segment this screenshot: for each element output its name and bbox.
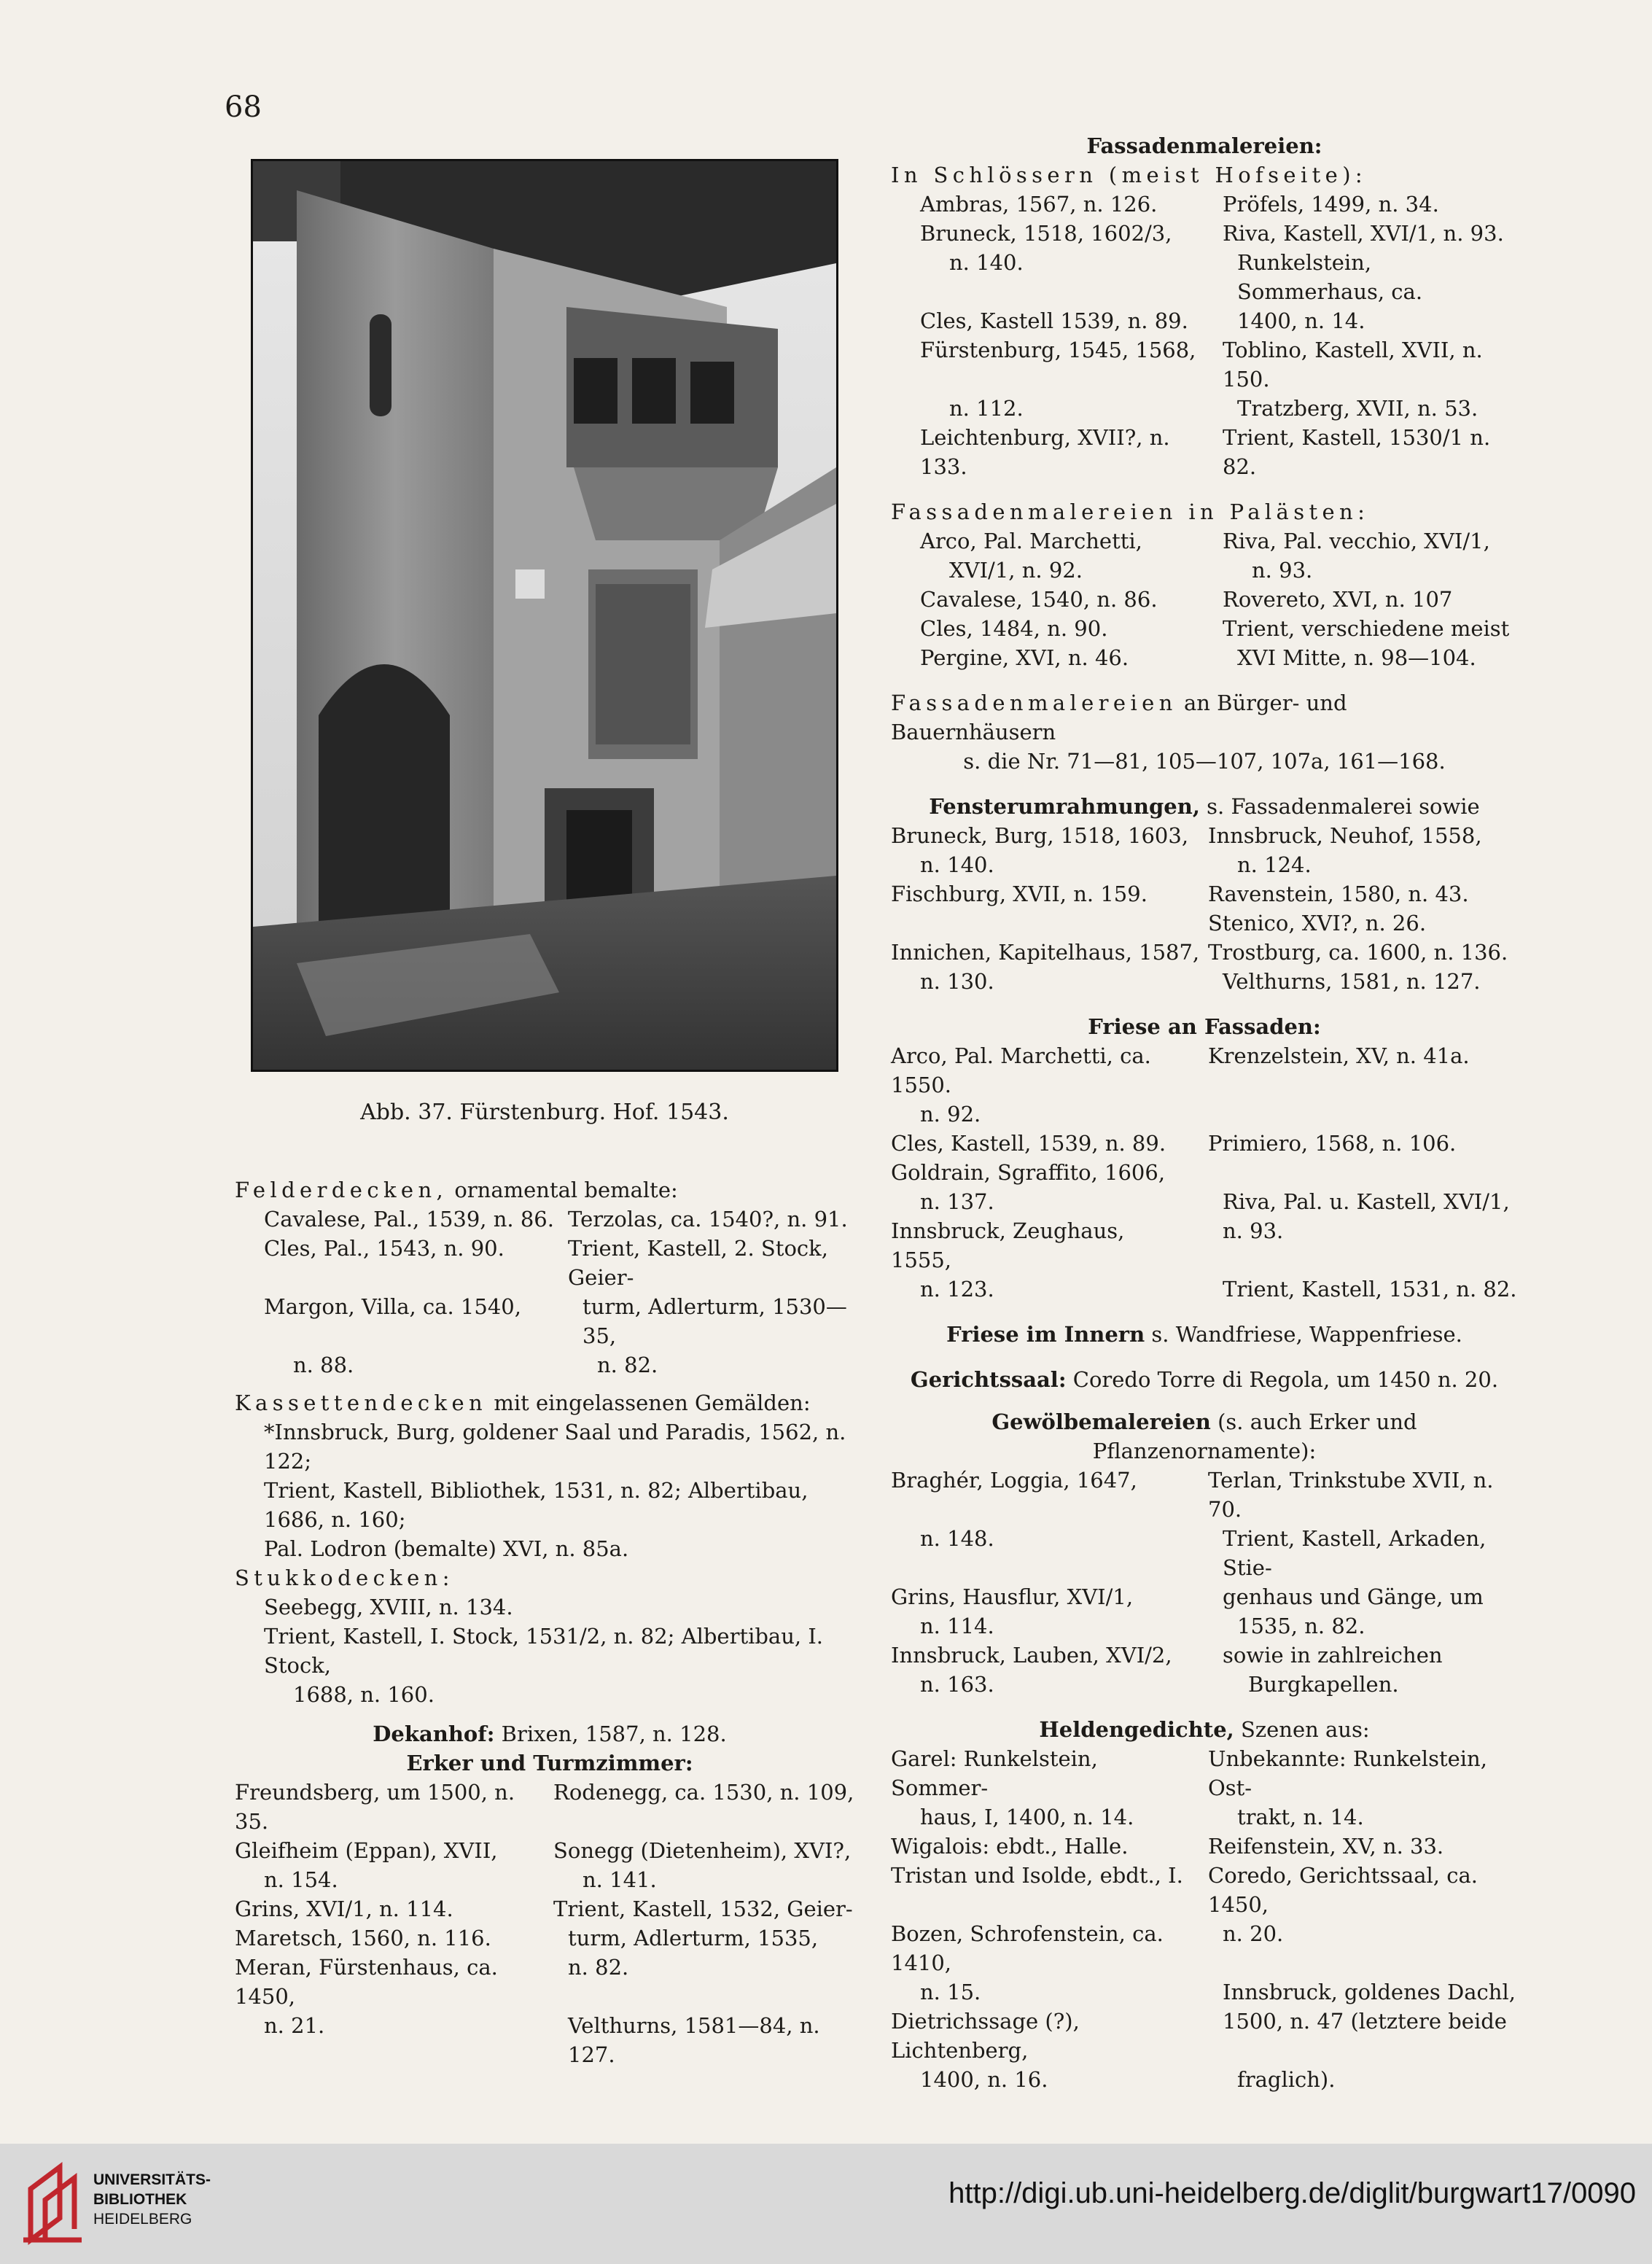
- entry-row: n. 140. n. 124.: [920, 852, 1312, 877]
- entry-row: 1400, n. 16. fraglich).: [920, 2067, 1336, 2092]
- entry-row: Grins, Hausflur, XVI/1, genhaus und Gänge, um: [891, 1584, 1484, 1609]
- entry-row: Bruneck, Burg, 1518, 1603, Innsbruck, Neuhof, 1558,: [891, 823, 1482, 848]
- entry-row: n. 114. 1535, n. 82.: [920, 1614, 1365, 1638]
- erker-heading: Erker und Turmzimmer:: [406, 1751, 693, 1775]
- entry-row: Bruneck, 1518, 1602/3, Riva, Kastell, XVI/1, n. 93.: [920, 221, 1504, 246]
- fenster-list: [891, 821, 1518, 996]
- entry-row: Cavalese, 1540, n. 86. Rovereto, XVI, n. 107: [920, 587, 1453, 612]
- entry-row: n. 130. Velthurns, 1581, n. 127.: [920, 969, 1481, 994]
- entry-row: n. 92.: [920, 1102, 981, 1127]
- entry-row: Cles, Kastell, 1539, n. 89. Primiero, 1568, n. 106.: [891, 1131, 1457, 1156]
- entry-row: Braghér, Loggia, 1647, Terlan, Trinkstube XVII, n. 70.: [891, 1468, 1494, 1522]
- entry-row: Arco, Pal. Marchetti, ca. 1550. Krenzelstein, XV, n. 41a.: [891, 1043, 1470, 1097]
- entry-row: Ambras, 1567, n. 126. Pröfels, 1499, n. 34.: [920, 192, 1439, 217]
- entry-row: Goldrain, Sgraffito, 1606,: [891, 1160, 1166, 1185]
- left-column: [235, 1167, 865, 2069]
- entry-row: Cles, Pal., 1543, n. 90. Trient, Kastell, 2. Stock, Geier-: [264, 1236, 828, 1290]
- stukkodecken-heading: Stukkodecken:: [235, 1565, 454, 1590]
- entry-row: Fürstenburg, 1545, 1568, Toblino, Kastell, XVII, n. 150.: [920, 338, 1483, 392]
- buergerhaeuser-refs: s. die Nr. 71—81, 105—107, 107a, 161—168.: [963, 749, 1446, 774]
- source-url-link[interactable]: http://digi.ub.uni-heidelberg.de/diglit/burgwart17/0090: [948, 2177, 1636, 2209]
- entry-row: Meran, Fürstenhaus, ca. 1450, n. 82.: [235, 1955, 629, 2009]
- entry-row: Margon, Villa, ca. 1540, turm, Adlerturm, 1530—35,: [264, 1294, 847, 1348]
- library-name: UNIVERSITÄTS- BIBLIOTHEK HEIDELBERG: [93, 2171, 211, 2228]
- entry-row: Fischburg, XVII, n. 159. Ravenstein, 1580, n. 43.: [891, 882, 1469, 906]
- kassettendecken-list: [235, 1417, 865, 1563]
- entry-line: Seebegg, XVIII, n. 134.: [264, 1595, 513, 1619]
- schloessern-heading: In Schlössern (meist Hofseite):: [891, 163, 1368, 187]
- courtyard-photograph: [251, 159, 838, 1072]
- entry-row: Cles, 1484, n. 90. Trient, verschiedene meist: [920, 616, 1510, 641]
- entry-line: 1688, n. 160.: [293, 1682, 435, 1707]
- entry-row: Stenico, XVI?, n. 26.: [1208, 911, 1427, 935]
- kassettendecken-heading: Kassettendecken mit eingelassenen Gemälden:: [235, 1390, 811, 1415]
- felderdecken-heading: Felderdecken, ornamental bemalte:: [235, 1178, 678, 1202]
- entry-row: Pergine, XVI, n. 46. XVI Mitte, n. 98—104.: [920, 645, 1476, 670]
- fassadenmalereien-heading: Fassadenmalereien:: [1086, 133, 1322, 158]
- schloessern-list: [891, 190, 1518, 481]
- entry-row: Gleifheim (Eppan), XVII, Sonegg (Dietenheim), XVI?,: [235, 1838, 852, 1863]
- friese-list: [891, 1041, 1518, 1304]
- entry-row: n. 137. Riva, Pal. u. Kastell, XVI/1,: [920, 1189, 1510, 1214]
- entry-row: Cles, Kastell 1539, n. 89. 1400, n. 14.: [920, 308, 1365, 333]
- entry-row: n. 88. n. 82.: [293, 1353, 658, 1377]
- entry-row: n. 148. Trient, Kastell, Arkaden, Stie-: [920, 1526, 1487, 1580]
- helden-list: [891, 1744, 1518, 2094]
- right-column: [891, 131, 1518, 2094]
- gewoelbe-list: [891, 1466, 1518, 1699]
- entry-row: n. 154. n. 141.: [264, 1867, 657, 1892]
- page-number: 68: [225, 90, 262, 124]
- library-footer: [0, 2144, 1652, 2264]
- dekanhof-line: Dekanhof: Brixen, 1587, n. 128.: [373, 1722, 727, 1746]
- entry-row: Tristan und Isolde, ebdt., I. Coredo, Gerichtssaal, ca. 1450,: [891, 1863, 1478, 1917]
- entry-row: Cavalese, Pal., 1539, n. 86. Terzolas, ca. 1540?, n. 91.: [264, 1207, 848, 1232]
- figure-caption: Abb. 37. Fürstenburg. Hof. 1543.: [360, 1100, 729, 1125]
- entry-row: haus, I, 1400, n. 14. trakt, n. 14.: [920, 1805, 1364, 1829]
- entry-line: *Innsbruck, Burg, goldener Saal und Paradis, 1562, n. 122;: [264, 1420, 846, 1474]
- photo-illustration: [253, 161, 836, 1070]
- entry-row: Wigalois: ebdt., Halle. Reifenstein, XV, n. 33.: [891, 1834, 1444, 1859]
- entry-row: Dietrichssage (?), Lichtenberg, 1500, n. 47 (letztere beide: [891, 2009, 1507, 2063]
- buergerhaeuser-heading: Fassadenmalereien an Bürger- und Bauernhäusern: [891, 691, 1347, 744]
- friese-innern-line: Friese im Innern s. Wandfriese, Wappenfriese.: [946, 1322, 1462, 1347]
- entry-row: Innichen, Kapitelhaus, 1587, Trostburg, ca. 1600, n. 136.: [891, 940, 1508, 965]
- entry-row: n. 140. Runkelstein, Sommerhaus, ca.: [949, 250, 1423, 304]
- entry-row: n. 112. Tratzberg, XVII, n. 53.: [949, 396, 1478, 421]
- palaesten-heading: Fassadenmalereien in Palästen:: [891, 499, 1370, 524]
- entry-row: n. 163. Burgkapellen.: [920, 1672, 1399, 1697]
- entry-row: XVI/1, n. 92. n. 93.: [949, 558, 1313, 583]
- entry-row: Maretsch, 1560, n. 116. turm, Adlerturm, 1535,: [235, 1926, 819, 1950]
- heldengedichte-heading: Heldengedichte, Szenen aus:: [1039, 1717, 1370, 1742]
- palaesten-list: [891, 526, 1518, 672]
- entry-row: Bozen, Schrofenstein, ca. 1410, n. 20.: [891, 1921, 1284, 1975]
- stukkodecken-list: [235, 1592, 865, 1709]
- library-logo-icon: [16, 2160, 89, 2247]
- gerichtssaal-line: Gerichtssaal: Coredo Torre di Regola, um 1450 n. 20.: [910, 1367, 1499, 1392]
- fensterumrahmungen-heading: Fensterumrahmungen, s. Fassadenmalerei sowie: [929, 794, 1480, 819]
- entry-row: Arco, Pal. Marchetti, Riva, Pal. vecchio, XVI/1,: [920, 529, 1490, 553]
- entry-row: n. 21. Velthurns, 1581—84, n. 127.: [264, 2013, 820, 2067]
- entry-row: Grins, XVI/1, n. 114. Trient, Kastell, 1532, Geier-: [235, 1897, 853, 1921]
- entry-row: Garel: Runkelstein, Sommer- Unbekannte: Runkelstein, Ost-: [891, 1746, 1487, 1800]
- entry-line: Trient, Kastell, Bibliothek, 1531, n. 82; Albertibau, 1686, n. 160;: [264, 1478, 809, 1532]
- entry-row: Leichtenburg, XVII?, n. 133. Trient, Kastell, 1530/1 n. 82.: [920, 425, 1491, 479]
- entry-row: n. 15. Innsbruck, goldenes Dachl,: [920, 1980, 1516, 2004]
- entry-line: Trient, Kastell, I. Stock, 1531/2, n. 82; Albertibau, I. Stock,: [264, 1624, 824, 1678]
- erker-list: [235, 1778, 865, 2069]
- friese-fassaden-heading: Friese an Fassaden:: [1088, 1014, 1321, 1039]
- gewoelbemalereien-heading: Gewölbemalereien (s. auch Erker und Pflanzenornamente):: [991, 1409, 1417, 1463]
- entry-row: Innsbruck, Lauben, XVI/2, sowie in zahlreichen: [891, 1643, 1443, 1668]
- entry-row: n. 123. Trient, Kastell, 1531, n. 82.: [920, 1277, 1517, 1302]
- felderdecken-list: [235, 1205, 865, 1380]
- entry-line: Pal. Lodron (bemalte) XVI, n. 85a.: [264, 1536, 629, 1561]
- entry-row: Freundsberg, um 1500, n. 35. Rodenegg, ca. 1530, n. 109,: [235, 1780, 854, 1834]
- entry-row: Innsbruck, Zeughaus, 1555, n. 93.: [891, 1218, 1284, 1272]
